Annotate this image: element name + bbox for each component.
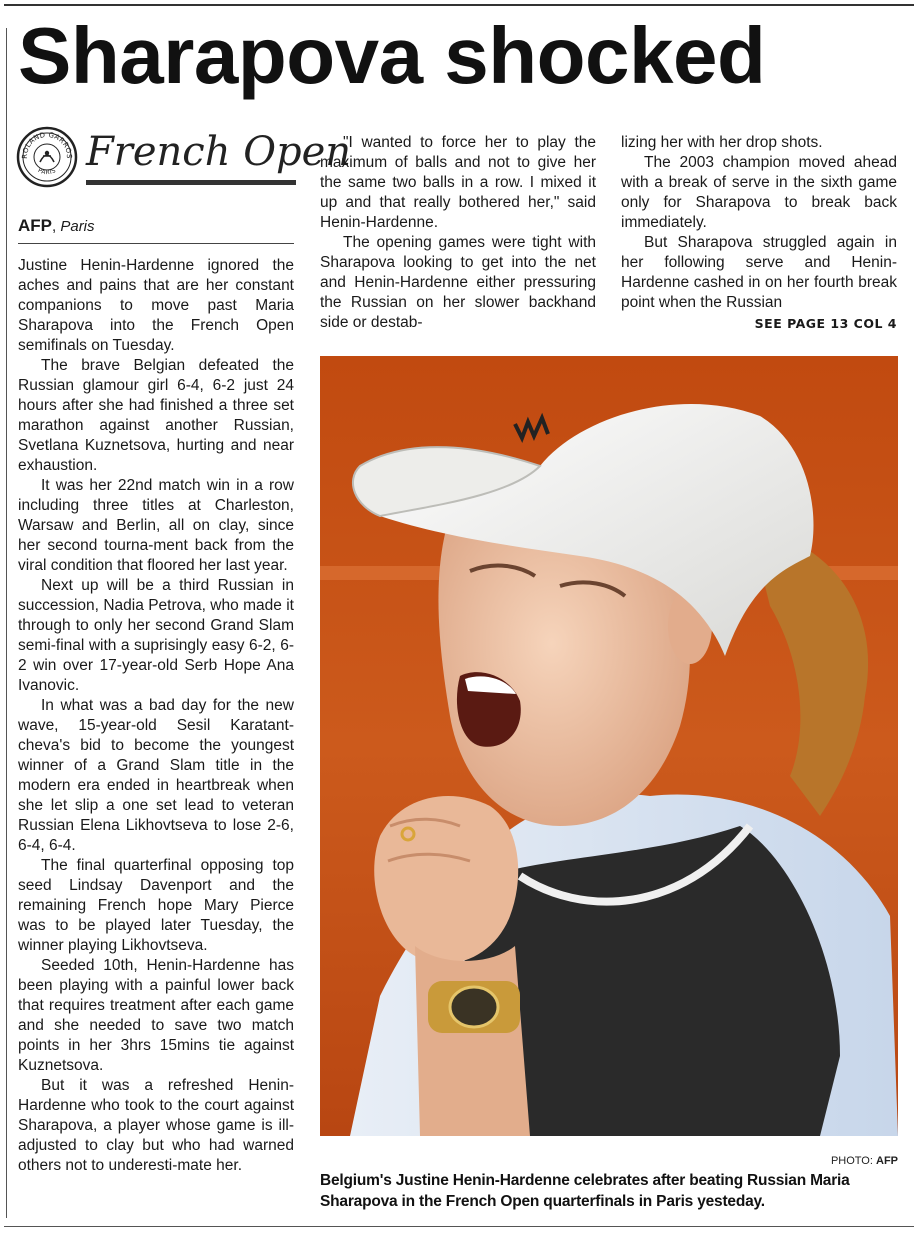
continuation-note: SEE PAGE 13 COL 4 <box>754 316 897 331</box>
photo-credit-name: AFP <box>876 1155 898 1167</box>
article-paragraph: The final quarterfinal opposing top seed Lindsay Davenport and the remaining French hope Mary Pierce was to be played later Tuesday, the winner playing Likhovtseva. <box>18 857 294 954</box>
article-paragraph: Justine Henin-Hardenne ignored the aches and pains that are her constant companions to move past Maria Sharapova into the French Open semifinals on Tuesday. <box>18 257 294 354</box>
article-paragraph: Next up will be a third Russian in succession, Nadia Petrova, who made it through to only her second Grand Slam semi-final with a suprisingly easy 6-2, 6-2 win over 17-year-old Serb Hope Ana Ivanovic. <box>18 577 294 694</box>
player-celebration-image <box>320 356 898 1136</box>
photo-credit-label: PHOTO: <box>830 1155 873 1167</box>
byline-separator: , <box>52 218 57 235</box>
article-paragraph: It was her 22nd match win in a row including three titles at Charleston, Warsaw and Berlin, all on clay, since her second tourna-ment back from the viral condition that floored her last year. <box>18 477 294 574</box>
article-paragraph: But Sharapova struggled again in her following serve and Henin-Hardenne cashed in on her fourth break point when the Russian <box>621 234 897 311</box>
french-open-logo <box>16 126 352 192</box>
article-paragraph: The opening games were tight with Sharapova looking to get into the net and Henin-Hardenne either pressuring the Russian on her slower backhand side or destab- <box>320 234 596 331</box>
article-paragraph: Seeded 10th, Henin-Hardenne has been playing with a painful lower back that requires treatment after each game and she needed to save two match points in her 3hrs 15mins tie against Kuznetsova. <box>18 957 294 1074</box>
left-column-rule <box>6 28 7 1218</box>
top-rule <box>4 4 914 6</box>
bottom-rule <box>4 1226 914 1227</box>
section-title-underline <box>86 180 296 185</box>
article-paragraph: "I wanted to force her to play the maximum of balls and not to give her the same two balls in a row. I mixed it up and that really bothered her," said Henin-Hardenne. <box>320 134 596 231</box>
article-paragraph: The brave Belgian defeated the Russian glamour girl 6-4, 6-2 just 24 hours after she had finished a three set marathon against another Russian, Svetlana Kuznetsova, hurting and near exhaustion. <box>18 357 294 474</box>
article-column-1 <box>18 256 294 1176</box>
headline: Sharapova shocked <box>18 11 766 100</box>
article-paragraph: lizing her with her drop shots. <box>621 134 823 151</box>
photo-caption: Belgium's Justine Henin-Hardenne celebrates after beating Russian Maria Sharapova in the French Open quarterfinals in Paris yesteday. <box>320 1172 850 1210</box>
byline <box>18 216 294 237</box>
article-paragraph: The 2003 champion moved ahead with a break of serve in the sixth game only for Sharapova to break back immediately. <box>621 154 897 231</box>
seal-text-top: ROLAND GARROS <box>20 130 74 159</box>
article-column-3 <box>621 133 897 313</box>
seal-text-bottom: PARIS <box>36 167 58 177</box>
roland-garros-seal-icon <box>16 126 78 188</box>
byline-location: Paris <box>60 218 95 235</box>
byline-rule <box>18 243 294 244</box>
article-column-2 <box>320 133 596 333</box>
article-paragraph: But it was a refreshed Henin-Hardenne who took to the court against Sharapova, a player whose game is ill-adjusted to clay but who had warned others not to underesti-mate her. <box>18 1077 294 1174</box>
byline-agency: AFP <box>18 216 52 235</box>
photo-credit <box>320 1154 898 1168</box>
news-photo <box>320 356 898 1136</box>
section-title: French Open <box>86 129 352 175</box>
article-paragraph: In what was a bad day for the new wave, 15-year-old Sesil Karatant-cheva's bid to become the youngest winner of a Grand Slam title in the modern era ended in heartbreak when she let slip a one set lead to veteran Russian Elena Likhovtseva to lose 2-6, 6-4, 6-4. <box>18 697 294 854</box>
